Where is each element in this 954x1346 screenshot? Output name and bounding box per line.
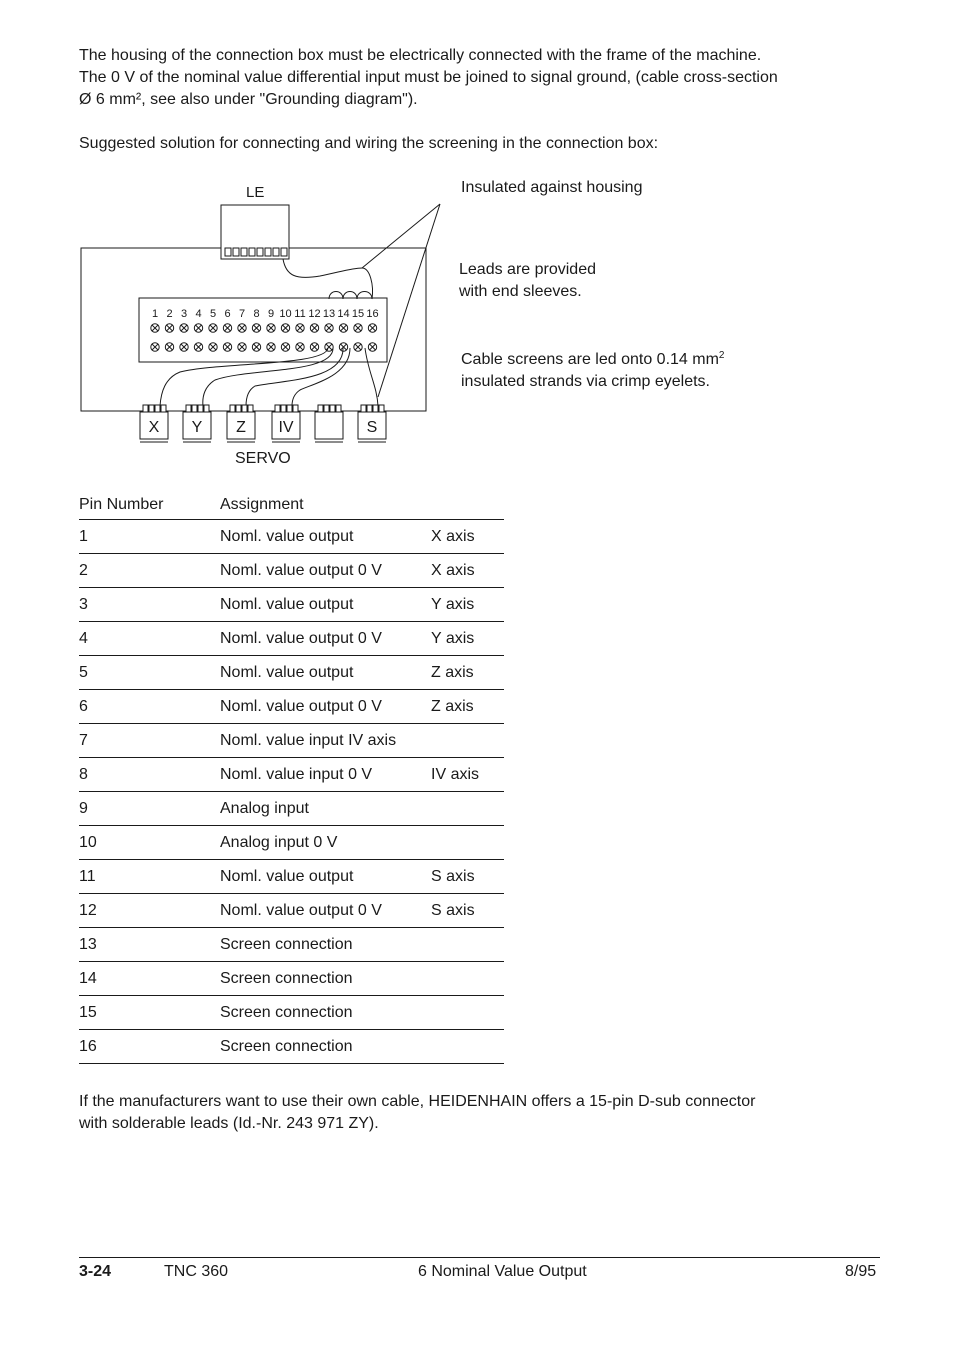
terminal-screw (339, 343, 347, 351)
terminal-screw (223, 324, 231, 332)
axis-cell: X axis (431, 520, 504, 554)
axis-cell: IV axis (431, 758, 504, 792)
pin-number-cell: 1 (79, 520, 220, 554)
pin-number-cell: 9 (79, 792, 220, 826)
table-row (79, 962, 504, 996)
terminal-screw (310, 324, 318, 332)
pin-assignment-table (79, 490, 504, 1064)
pin-number-cell: 10 (79, 826, 220, 860)
axis-cell: Y axis (431, 622, 504, 656)
pin-number-label: 16 (366, 308, 379, 320)
assignment-cell: Noml. value output 0 V (220, 622, 431, 656)
axis-cell (431, 826, 504, 860)
footer-date: 8/95 (845, 1263, 877, 1280)
pin-number-label: 7 (238, 308, 246, 320)
pin-number-label: 5 (209, 308, 217, 320)
assignment-cell: Analog input (220, 792, 431, 826)
table-row (79, 996, 504, 1030)
terminal-screw (267, 343, 275, 351)
servo-connector-label: X (148, 419, 160, 436)
assignment-cell: Noml. value output (220, 860, 431, 894)
assignment-cell: Noml. value output (220, 588, 431, 622)
assignment-cell: Noml. value output (220, 656, 431, 690)
callout-leads-line: Leads are provided (459, 261, 596, 278)
table-row (79, 724, 504, 758)
assignment-cell: Noml. value output 0 V (220, 554, 431, 588)
axis-cell: S axis (431, 860, 504, 894)
terminal-screw (325, 343, 333, 351)
axis-cell: S axis (431, 894, 504, 928)
axis-cell (431, 928, 504, 962)
terminal-screw (238, 324, 246, 332)
callout-leads (459, 259, 596, 303)
pin-number-label: 8 (253, 308, 260, 320)
footer-page-number: 3-24 (79, 1263, 112, 1280)
table-row (79, 554, 504, 588)
pin-number-cell: 8 (79, 758, 220, 792)
callout-screens-superscript: 2 (718, 350, 725, 361)
table-row (79, 758, 504, 792)
terminal-screw (354, 324, 362, 332)
table-row (79, 690, 504, 724)
pin-number-cell: 2 (79, 554, 220, 588)
callout-screens-line (461, 349, 724, 371)
assignment-cell: Screen connection (220, 928, 431, 962)
servo-connector (358, 405, 386, 442)
pin-number-cell: 11 (79, 860, 220, 894)
pin-number-label: 13 (322, 308, 336, 320)
terminal-screw (281, 343, 289, 351)
le-label: LE (246, 184, 265, 201)
terminal-screw (296, 324, 304, 332)
pin-number-label: 11 (294, 308, 306, 320)
assignment-cell: Screen connection (220, 962, 431, 996)
pin-number-cell: 16 (79, 1030, 220, 1064)
assignment-cell: Noml. value output (220, 520, 431, 554)
table-row (79, 622, 504, 656)
servo-connector (227, 405, 255, 442)
axis-cell (431, 792, 504, 826)
terminal-screw (165, 324, 173, 332)
pin-number-cell: 3 (79, 588, 220, 622)
pin-number-cell: 15 (79, 996, 220, 1030)
header-axis (431, 490, 504, 520)
servo-connector (183, 405, 211, 442)
pin-number-label: 12 (308, 308, 321, 320)
table-row (79, 826, 504, 860)
axis-cell (431, 996, 504, 1030)
servo-connector-label: S (366, 419, 378, 436)
wiring (160, 204, 440, 406)
pin-number-label: 2 (166, 308, 173, 320)
servo-label: SERVO (235, 450, 291, 467)
terminal-screw (209, 324, 217, 332)
callout-screens-line: insulated strands via crimp eyelets. (461, 373, 710, 390)
intro-line: Ø 6 mm², see also under "Grounding diagram"). (79, 91, 418, 108)
servo-connector (315, 405, 343, 442)
pin-number-cell: 4 (79, 622, 220, 656)
terminal-screw (180, 343, 188, 351)
terminal-screw (310, 343, 318, 351)
axis-cell: Y axis (431, 588, 504, 622)
pin-number-cell: 6 (79, 690, 220, 724)
pin-number-cell: 12 (79, 894, 220, 928)
terminal-pin-numbers (152, 308, 379, 320)
connection-box-diagram (0, 0, 954, 480)
callout-insulated: Insulated against housing (461, 179, 643, 196)
pin-number-label: 9 (267, 308, 275, 320)
terminal-screw (325, 324, 333, 332)
header-assignment: Assignment (220, 490, 431, 520)
terminal-screw (165, 343, 173, 351)
callout-screens-text: Cable screens are led onto 0.14 mm (461, 351, 719, 368)
pin-number-label: 1 (151, 308, 159, 320)
intro-line: The 0 V of the nominal value differential input must be joined to signal ground, (cable cross-section (79, 69, 778, 86)
axis-cell (431, 724, 504, 758)
axis-cell (431, 1030, 504, 1064)
callout-screens (461, 349, 724, 393)
pin-number-cell: 13 (79, 928, 220, 962)
terminal-screw (354, 343, 362, 351)
pin-number-label: 3 (180, 308, 188, 320)
pin-number-cell: 5 (79, 656, 220, 690)
footer-chapter: 6 Nominal Value Output (418, 1263, 587, 1280)
pin-number-label: 10 (279, 308, 292, 320)
table-row (79, 656, 504, 690)
callout-leads-line: with end sleeves. (459, 283, 582, 300)
terminal-screw (194, 343, 202, 351)
terminal-screw (267, 324, 275, 332)
terminal-screw (238, 343, 246, 351)
assignment-cell: Noml. value input 0 V (220, 758, 431, 792)
terminal-screw (281, 324, 289, 332)
suggested-solution-text: Suggested solution for connecting and wiring the screening in the connection box: (79, 135, 659, 152)
assignment-cell: Screen connection (220, 996, 431, 1030)
servo-connector-label: IV (278, 419, 294, 436)
footnote-line: with solderable leads (Id.-Nr. 243 971 ZY). (79, 1115, 379, 1132)
assignment-cell: Noml. value output 0 V (220, 690, 431, 724)
table-row (79, 1030, 504, 1064)
terminal-screw (368, 343, 376, 351)
table-row (79, 792, 504, 826)
pin-number-label: 6 (224, 308, 231, 320)
table-row (79, 588, 504, 622)
terminal-screw (223, 343, 231, 351)
assignment-cell: Noml. value output 0 V (220, 894, 431, 928)
axis-cell: X axis (431, 554, 504, 588)
terminal-screw (194, 324, 202, 332)
terminal-screw (368, 324, 376, 332)
header-pin-number: Pin Number (79, 490, 220, 520)
footnote-paragraph (79, 1091, 879, 1135)
pin-number-cell: 7 (79, 724, 220, 758)
servo-connector-label: Y (191, 419, 203, 436)
assignment-cell: Screen connection (220, 1030, 431, 1064)
assignment-cell: Noml. value input IV axis (220, 724, 431, 758)
pin-number-cell: 14 (79, 962, 220, 996)
servo-connector (272, 405, 300, 442)
table-row (79, 860, 504, 894)
pin-number-label: 4 (195, 308, 202, 320)
axis-cell: Z axis (431, 690, 504, 724)
intro-line: The housing of the connection box must be electrically connected with the frame of the machine. (79, 47, 762, 64)
servo-connector (140, 405, 168, 442)
terminal-screw (252, 343, 260, 351)
servo-connector-label: Z (236, 419, 246, 436)
footnote-line: If the manufacturers want to use their own cable, HEIDENHAIN offers a 15-pin D-sub connector (79, 1093, 756, 1110)
table-row (79, 894, 504, 928)
axis-cell (431, 962, 504, 996)
footer-product: TNC 360 (164, 1263, 229, 1280)
axis-cell: Z axis (431, 656, 504, 690)
terminal-screw (252, 324, 260, 332)
pin-number-label: 15 (351, 308, 365, 320)
terminal-screws (151, 324, 377, 351)
terminal-screw (180, 324, 188, 332)
footer-rule (79, 1257, 880, 1258)
terminal-screw (209, 343, 217, 351)
pin-number-label: 14 (337, 308, 350, 320)
terminal-screw (339, 324, 347, 332)
terminal-screw (151, 324, 159, 332)
table-header-row (79, 490, 504, 520)
terminal-screw (296, 343, 304, 351)
terminal-screw (151, 343, 159, 351)
assignment-cell: Analog input 0 V (220, 826, 431, 860)
table-row (79, 520, 504, 554)
table-row (79, 928, 504, 962)
